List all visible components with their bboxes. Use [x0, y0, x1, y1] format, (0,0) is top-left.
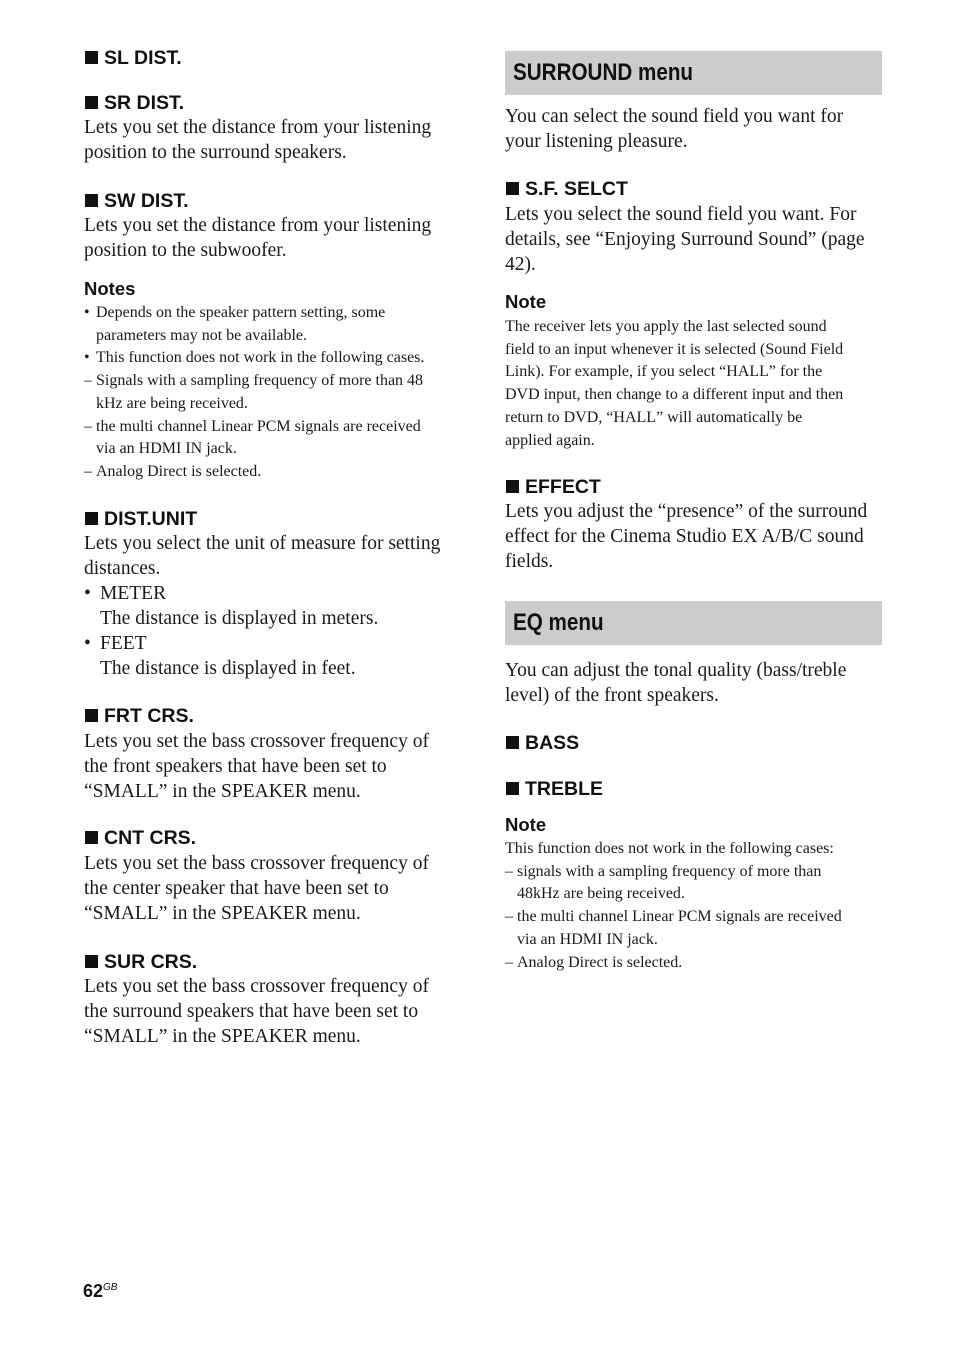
square-bullet-icon: [506, 182, 519, 195]
surround-menu-banner: SURROUND menu: [505, 51, 882, 95]
region-code: GB: [103, 1282, 118, 1293]
heading-treble: TREBLE: [505, 777, 882, 801]
cnt-crs-description: Lets you set the bass crossover frequency of the center speaker that have been set to “SMALL” in the SPEAKER menu.: [84, 853, 429, 924]
eq-note: This function does not work in the following cases: – signals with a sampling frequency of more than 48kHz are being received. – the multi channel Linear PCM signals are received via an HDMI IN jack. – Analog Direct is selected.: [505, 840, 842, 971]
sf-selct-description: Lets you select the sound field you want. For details, see “Enjoying Surround Sound” (page 42).: [505, 204, 865, 275]
square-bullet-icon: [85, 96, 98, 109]
effect-description: Lets you adjust the “presence” of the surround effect for the Cinema Studio EX A/B/C sound fields.: [505, 501, 868, 572]
frt-crs-description: Lets you set the bass crossover frequency of the front speakers that have been set to “SMALL” in the SPEAKER menu.: [84, 731, 429, 802]
heading-bass: BASS: [505, 731, 882, 755]
square-bullet-icon: [85, 831, 98, 844]
note-subitem-cont: kHz are being received.: [96, 394, 248, 412]
notes-list: [84, 302, 464, 484]
option-meter: • METER: [84, 583, 167, 604]
sr-dist-description: Lets you set the distance from your listening position to the surround speakers.: [84, 117, 432, 163]
note-subitem-cont: via an HDMI IN jack.: [96, 440, 237, 458]
note-subitem: – Signals with a sampling frequency of more than 48: [84, 372, 424, 390]
note-item-cont: parameters may not be available.: [96, 326, 308, 344]
square-bullet-icon: [85, 955, 98, 968]
heading-sf-selct: S.F. SELCT: [505, 177, 882, 201]
note-heading-eq: Note: [505, 814, 547, 835]
sur-crs-description: Lets you set the bass crossover frequency of the surround speakers that have been set to “SMALL” in the SPEAKER menu.: [84, 976, 429, 1047]
square-bullet-icon: [85, 194, 98, 207]
notes-heading: Notes: [84, 278, 136, 299]
square-bullet-icon: [506, 480, 519, 493]
surround-menu-intro: You can select the sound field you want for your listening pleasure.: [505, 106, 844, 152]
sound-field-note: The receiver lets you apply the last selected sound field to an input whenever it is selected (Sound Field Link). For example, if you select “HALL” for the DVD input, then change to a different input and then return to DVD, “HALL” will automatically be applied again.: [505, 318, 844, 449]
note-item: • Depends on the speaker pattern setting, some: [84, 304, 386, 321]
heading-sl-dist: SL DIST.: [84, 46, 461, 70]
heading-dist-unit: DIST.UNIT: [84, 507, 461, 531]
eq-menu-banner: EQ menu: [505, 601, 882, 645]
heading-sr-dist: SR DIST.: [84, 91, 461, 115]
page-number: $62^{GB}$: [83, 1281, 118, 1301]
option-feet: • FEET: [84, 633, 147, 654]
heading-sur-crs: SUR CRS.: [84, 950, 461, 974]
heading-sw-dist: SW DIST.: [84, 189, 461, 213]
note-subitem: – the multi channel Linear PCM signals are received: [84, 417, 421, 435]
dist-unit-description: Lets you select the unit of measure for setting distances. • METER The distance is displayed in meters. • FEET The distance is displayed in feet.: [84, 531, 464, 681]
note-heading: Note: [505, 291, 547, 312]
heading-effect: EFFECT: [505, 475, 882, 499]
square-bullet-icon: [85, 709, 98, 722]
heading-frt-crs: FRT CRS.: [84, 704, 461, 728]
sw-dist-description: Lets you set the distance from your listening position to the subwoofer.: [84, 215, 432, 261]
option-feet-desc: The distance is displayed in feet.: [100, 658, 356, 679]
square-bullet-icon: [506, 736, 519, 749]
note-subitem: – Analog Direct is selected.: [84, 462, 262, 480]
heading-cnt-crs: CNT CRS.: [84, 826, 461, 850]
square-bullet-icon: [85, 512, 98, 525]
eq-menu-intro: You can adjust the tonal quality (bass/treble level) of the front speakers.: [505, 660, 847, 706]
square-bullet-icon: [85, 51, 98, 64]
square-bullet-icon: [506, 782, 519, 795]
note-item: • This function does not work in the following cases.: [84, 349, 425, 367]
option-meter-desc: The distance is displayed in meters.: [100, 608, 379, 629]
